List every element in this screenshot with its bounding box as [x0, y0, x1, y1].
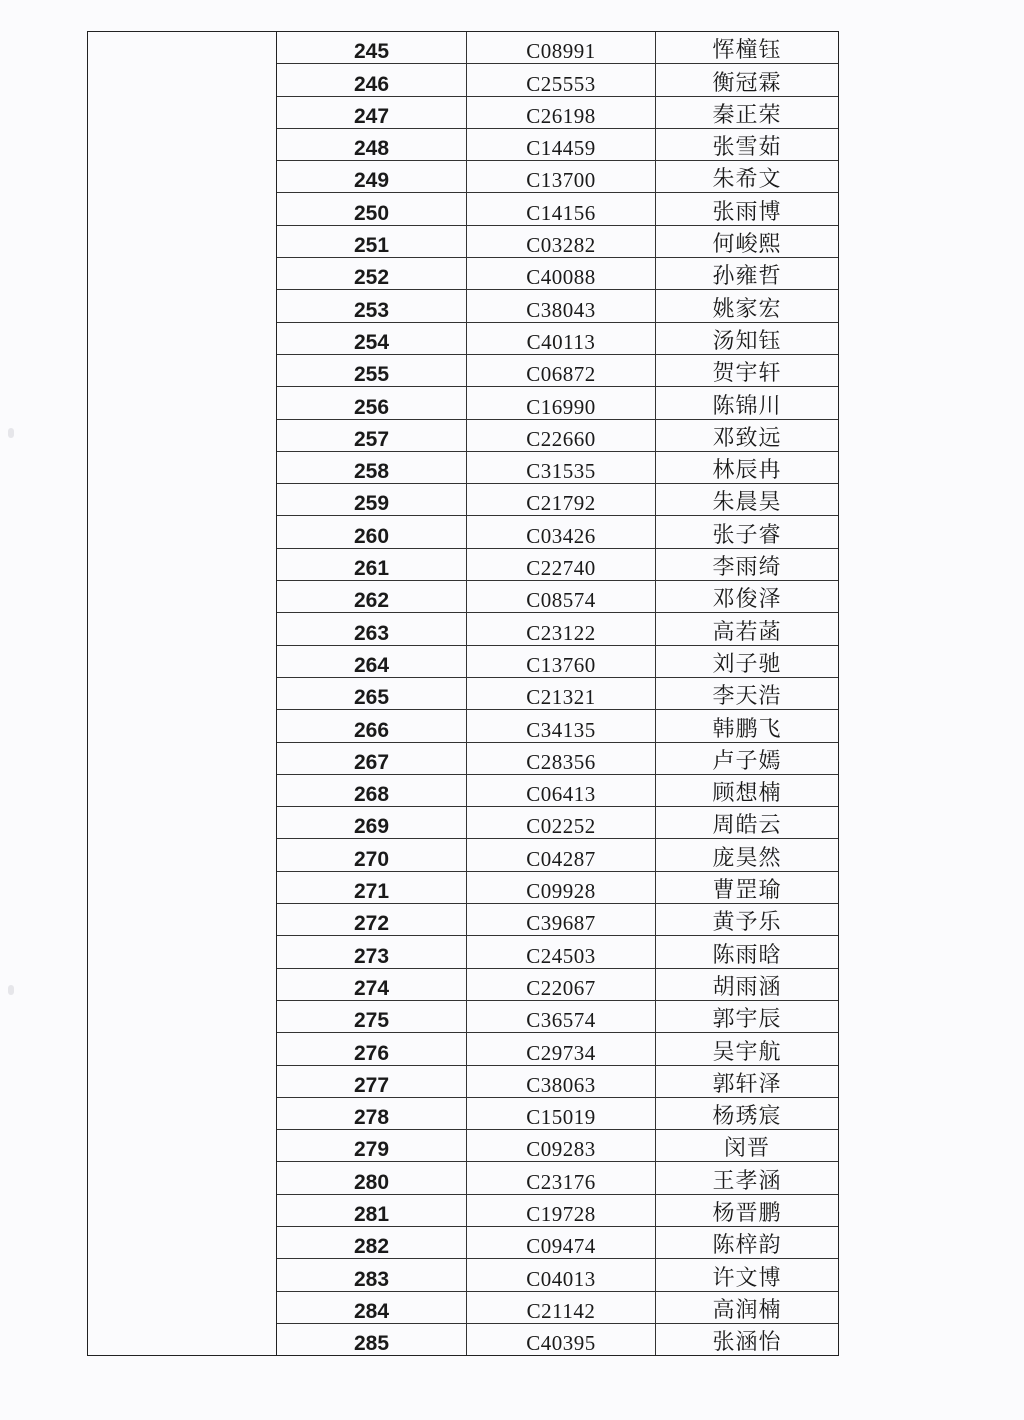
student-code-cell: C21792 — [467, 484, 656, 515]
row-number-cell: 252 — [277, 258, 467, 289]
row-number-cell: 250 — [277, 193, 467, 224]
row-number-cell: 265 — [277, 678, 467, 709]
row-number-cell: 284 — [277, 1292, 467, 1323]
student-name-cell: 秦正荣 — [712, 102, 782, 128]
student-code-cell: C23122 — [467, 613, 656, 644]
student-code-cell: C14459 — [467, 129, 656, 160]
table-row — [277, 549, 838, 581]
table-row — [277, 1130, 838, 1162]
table-row — [277, 1001, 838, 1033]
student-name-cell: 孙雍哲 — [712, 264, 782, 290]
student-code-cell: C19728 — [467, 1195, 656, 1226]
table-row — [277, 516, 838, 548]
student-name-cell: 姚家宏 — [712, 296, 782, 322]
student-code-cell: C21321 — [467, 678, 656, 709]
row-number-cell: 275 — [277, 1001, 467, 1032]
student-code-cell: C22660 — [467, 420, 656, 451]
table-row — [277, 1033, 838, 1065]
row-number-cell: 258 — [277, 452, 467, 483]
row-number-cell: 267 — [277, 743, 467, 774]
table-row — [277, 290, 838, 322]
table-row — [277, 936, 838, 968]
row-number-cell: 281 — [277, 1195, 467, 1226]
student-name-cell: 李雨绮 — [712, 555, 782, 581]
table-row — [277, 97, 838, 129]
table-row — [277, 807, 838, 839]
student-code-cell: C40088 — [467, 258, 656, 289]
table-row — [277, 613, 838, 645]
student-name-cell: 顾想楠 — [712, 781, 782, 807]
student-code-cell: C08991 — [467, 32, 656, 63]
student-name-cell: 张涵怡 — [712, 1330, 782, 1356]
student-name-cell: 衡冠霖 — [712, 70, 782, 96]
student-code-cell: C38063 — [467, 1066, 656, 1097]
row-number-cell: 270 — [277, 839, 467, 870]
student-name-cell: 曹罡瑜 — [712, 878, 782, 904]
table-row — [277, 872, 838, 904]
row-number-cell: 261 — [277, 549, 467, 580]
student-code-cell: C21142 — [467, 1292, 656, 1323]
student-name-cell: 张雨博 — [712, 199, 782, 225]
student-code-cell: C22067 — [467, 969, 656, 1000]
student-name-cell: 高若菡 — [712, 619, 782, 645]
merged-group-cell — [88, 32, 277, 1355]
student-name-cell: 朱希文 — [712, 167, 782, 193]
row-number-cell: 259 — [277, 484, 467, 515]
student-name-cell: 王孝涵 — [712, 1168, 782, 1194]
row-number-cell: 255 — [277, 355, 467, 386]
student-code-cell: C40113 — [467, 323, 656, 354]
table-row — [277, 775, 838, 807]
student-name-cell: 韩鹏飞 — [712, 716, 782, 742]
table-row — [277, 64, 838, 96]
row-number-cell: 246 — [277, 64, 467, 95]
student-code-cell: C24503 — [467, 936, 656, 967]
row-number-cell: 268 — [277, 775, 467, 806]
student-code-cell: C06413 — [467, 775, 656, 806]
student-name-cell: 张子睿 — [712, 522, 782, 548]
student-name-cell: 邓俊泽 — [712, 587, 782, 613]
student-code-cell: C09283 — [467, 1130, 656, 1161]
table-row — [277, 969, 838, 1001]
student-code-cell: C31535 — [467, 452, 656, 483]
row-number-cell: 276 — [277, 1033, 467, 1064]
row-number-cell: 277 — [277, 1066, 467, 1097]
student-code-cell: C29734 — [467, 1033, 656, 1064]
student-code-cell: C02252 — [467, 807, 656, 838]
table-row — [277, 646, 838, 678]
student-code-cell: C09928 — [467, 872, 656, 903]
row-number-cell: 285 — [277, 1324, 467, 1355]
table-row — [277, 484, 838, 516]
row-number-cell: 271 — [277, 872, 467, 903]
table-row — [277, 226, 838, 258]
punch-hole-mark — [8, 428, 14, 438]
row-number-cell: 257 — [277, 420, 467, 451]
row-number-cell: 260 — [277, 516, 467, 547]
table-row — [277, 387, 838, 419]
student-code-cell: C25553 — [467, 64, 656, 95]
student-code-cell: C04287 — [467, 839, 656, 870]
student-name-cell: 邓致远 — [712, 425, 782, 451]
student-code-cell: C26198 — [467, 97, 656, 128]
row-number-cell: 273 — [277, 936, 467, 967]
student-name-cell: 吴宇航 — [712, 1039, 782, 1065]
row-number-cell: 249 — [277, 161, 467, 192]
row-number-cell: 247 — [277, 97, 467, 128]
student-name-cell: 陈雨晗 — [712, 942, 782, 968]
table-row — [277, 1066, 838, 1098]
student-code-cell: C40395 — [467, 1324, 656, 1355]
student-code-cell: C22740 — [467, 549, 656, 580]
student-code-cell: C09474 — [467, 1227, 656, 1258]
row-number-cell: 245 — [277, 32, 467, 63]
student-code-cell: C23176 — [467, 1162, 656, 1193]
table-row — [277, 1162, 838, 1194]
student-code-cell: C16990 — [467, 387, 656, 418]
student-code-cell: C03282 — [467, 226, 656, 257]
row-number-cell: 256 — [277, 387, 467, 418]
row-number-cell: 266 — [277, 710, 467, 741]
row-number-cell: 282 — [277, 1227, 467, 1258]
student-name-cell: 卢子嫣 — [712, 748, 782, 774]
table-row — [277, 904, 838, 936]
student-name-cell: 陈锦川 — [712, 393, 782, 419]
table-row — [277, 161, 838, 193]
table-row — [277, 129, 838, 161]
table-row — [277, 420, 838, 452]
student-name-cell: 李天浩 — [712, 684, 782, 710]
student-name-cell: 朱晨昊 — [712, 490, 782, 516]
table-row — [277, 1195, 838, 1227]
row-number-cell: 272 — [277, 904, 467, 935]
student-name-cell: 周皓云 — [712, 813, 782, 839]
student-name-cell: 刘子驰 — [712, 651, 782, 677]
roster-rows — [277, 32, 838, 1355]
student-code-cell: C08574 — [467, 581, 656, 612]
student-code-cell: C14156 — [467, 193, 656, 224]
table-row — [277, 1292, 838, 1324]
table-row — [277, 839, 838, 871]
roster-table — [87, 31, 839, 1356]
row-number-cell: 254 — [277, 323, 467, 354]
student-code-cell: C34135 — [467, 710, 656, 741]
student-code-cell: C15019 — [467, 1098, 656, 1129]
student-name-cell: 汤知钰 — [712, 328, 782, 354]
table-row — [277, 193, 838, 225]
student-name-cell: 高润楠 — [712, 1297, 782, 1323]
row-number-cell: 253 — [277, 290, 467, 321]
punch-hole-mark — [8, 985, 14, 995]
row-number-cell: 262 — [277, 581, 467, 612]
table-row — [277, 1324, 838, 1355]
student-code-cell: C28356 — [467, 743, 656, 774]
row-number-cell: 264 — [277, 646, 467, 677]
student-code-cell: C39687 — [467, 904, 656, 935]
student-name-cell: 郭宇辰 — [712, 1007, 782, 1033]
table-row — [277, 323, 838, 355]
row-number-cell: 263 — [277, 613, 467, 644]
row-number-cell: 248 — [277, 129, 467, 160]
student-name-cell: 郭轩泽 — [712, 1071, 782, 1097]
row-number-cell: 269 — [277, 807, 467, 838]
table-row — [277, 355, 838, 387]
student-name-cell: 杨琇宸 — [712, 1104, 782, 1130]
table-row — [277, 32, 838, 64]
student-code-cell: C03426 — [467, 516, 656, 547]
student-code-cell: C06872 — [467, 355, 656, 386]
row-number-cell: 274 — [277, 969, 467, 1000]
student-code-cell: C36574 — [467, 1001, 656, 1032]
row-number-cell: 278 — [277, 1098, 467, 1129]
student-name-cell: 胡雨涵 — [712, 974, 782, 1000]
row-number-cell: 251 — [277, 226, 467, 257]
student-name-cell: 许文博 — [712, 1265, 782, 1291]
table-row — [277, 581, 838, 613]
table-row — [277, 1259, 838, 1291]
student-name-cell: 贺宇轩 — [712, 361, 782, 387]
student-code-cell: C13760 — [467, 646, 656, 677]
student-name-cell: 何峻熙 — [712, 232, 782, 258]
row-number-cell: 279 — [277, 1130, 467, 1161]
student-name-cell: 陈梓韵 — [712, 1233, 782, 1259]
student-name-cell: 闵晋 — [723, 1136, 770, 1162]
student-name-cell: 黄予乐 — [712, 910, 782, 936]
table-row — [277, 710, 838, 742]
table-row — [277, 678, 838, 710]
table-row — [277, 1227, 838, 1259]
student-code-cell: C38043 — [467, 290, 656, 321]
student-code-cell: C04013 — [467, 1259, 656, 1290]
table-row — [277, 743, 838, 775]
student-code-cell: C13700 — [467, 161, 656, 192]
table-row — [277, 258, 838, 290]
row-number-cell: 283 — [277, 1259, 467, 1290]
row-number-cell: 280 — [277, 1162, 467, 1193]
table-row — [277, 1098, 838, 1130]
student-name-cell: 庞昊然 — [712, 845, 782, 871]
student-name-cell: 张雪茹 — [712, 135, 782, 161]
student-name-cell: 杨晋鹏 — [712, 1200, 782, 1226]
student-name-cell: 恽橦钰 — [712, 38, 782, 64]
student-name-cell: 林辰冉 — [712, 458, 782, 484]
table-row — [277, 452, 838, 484]
